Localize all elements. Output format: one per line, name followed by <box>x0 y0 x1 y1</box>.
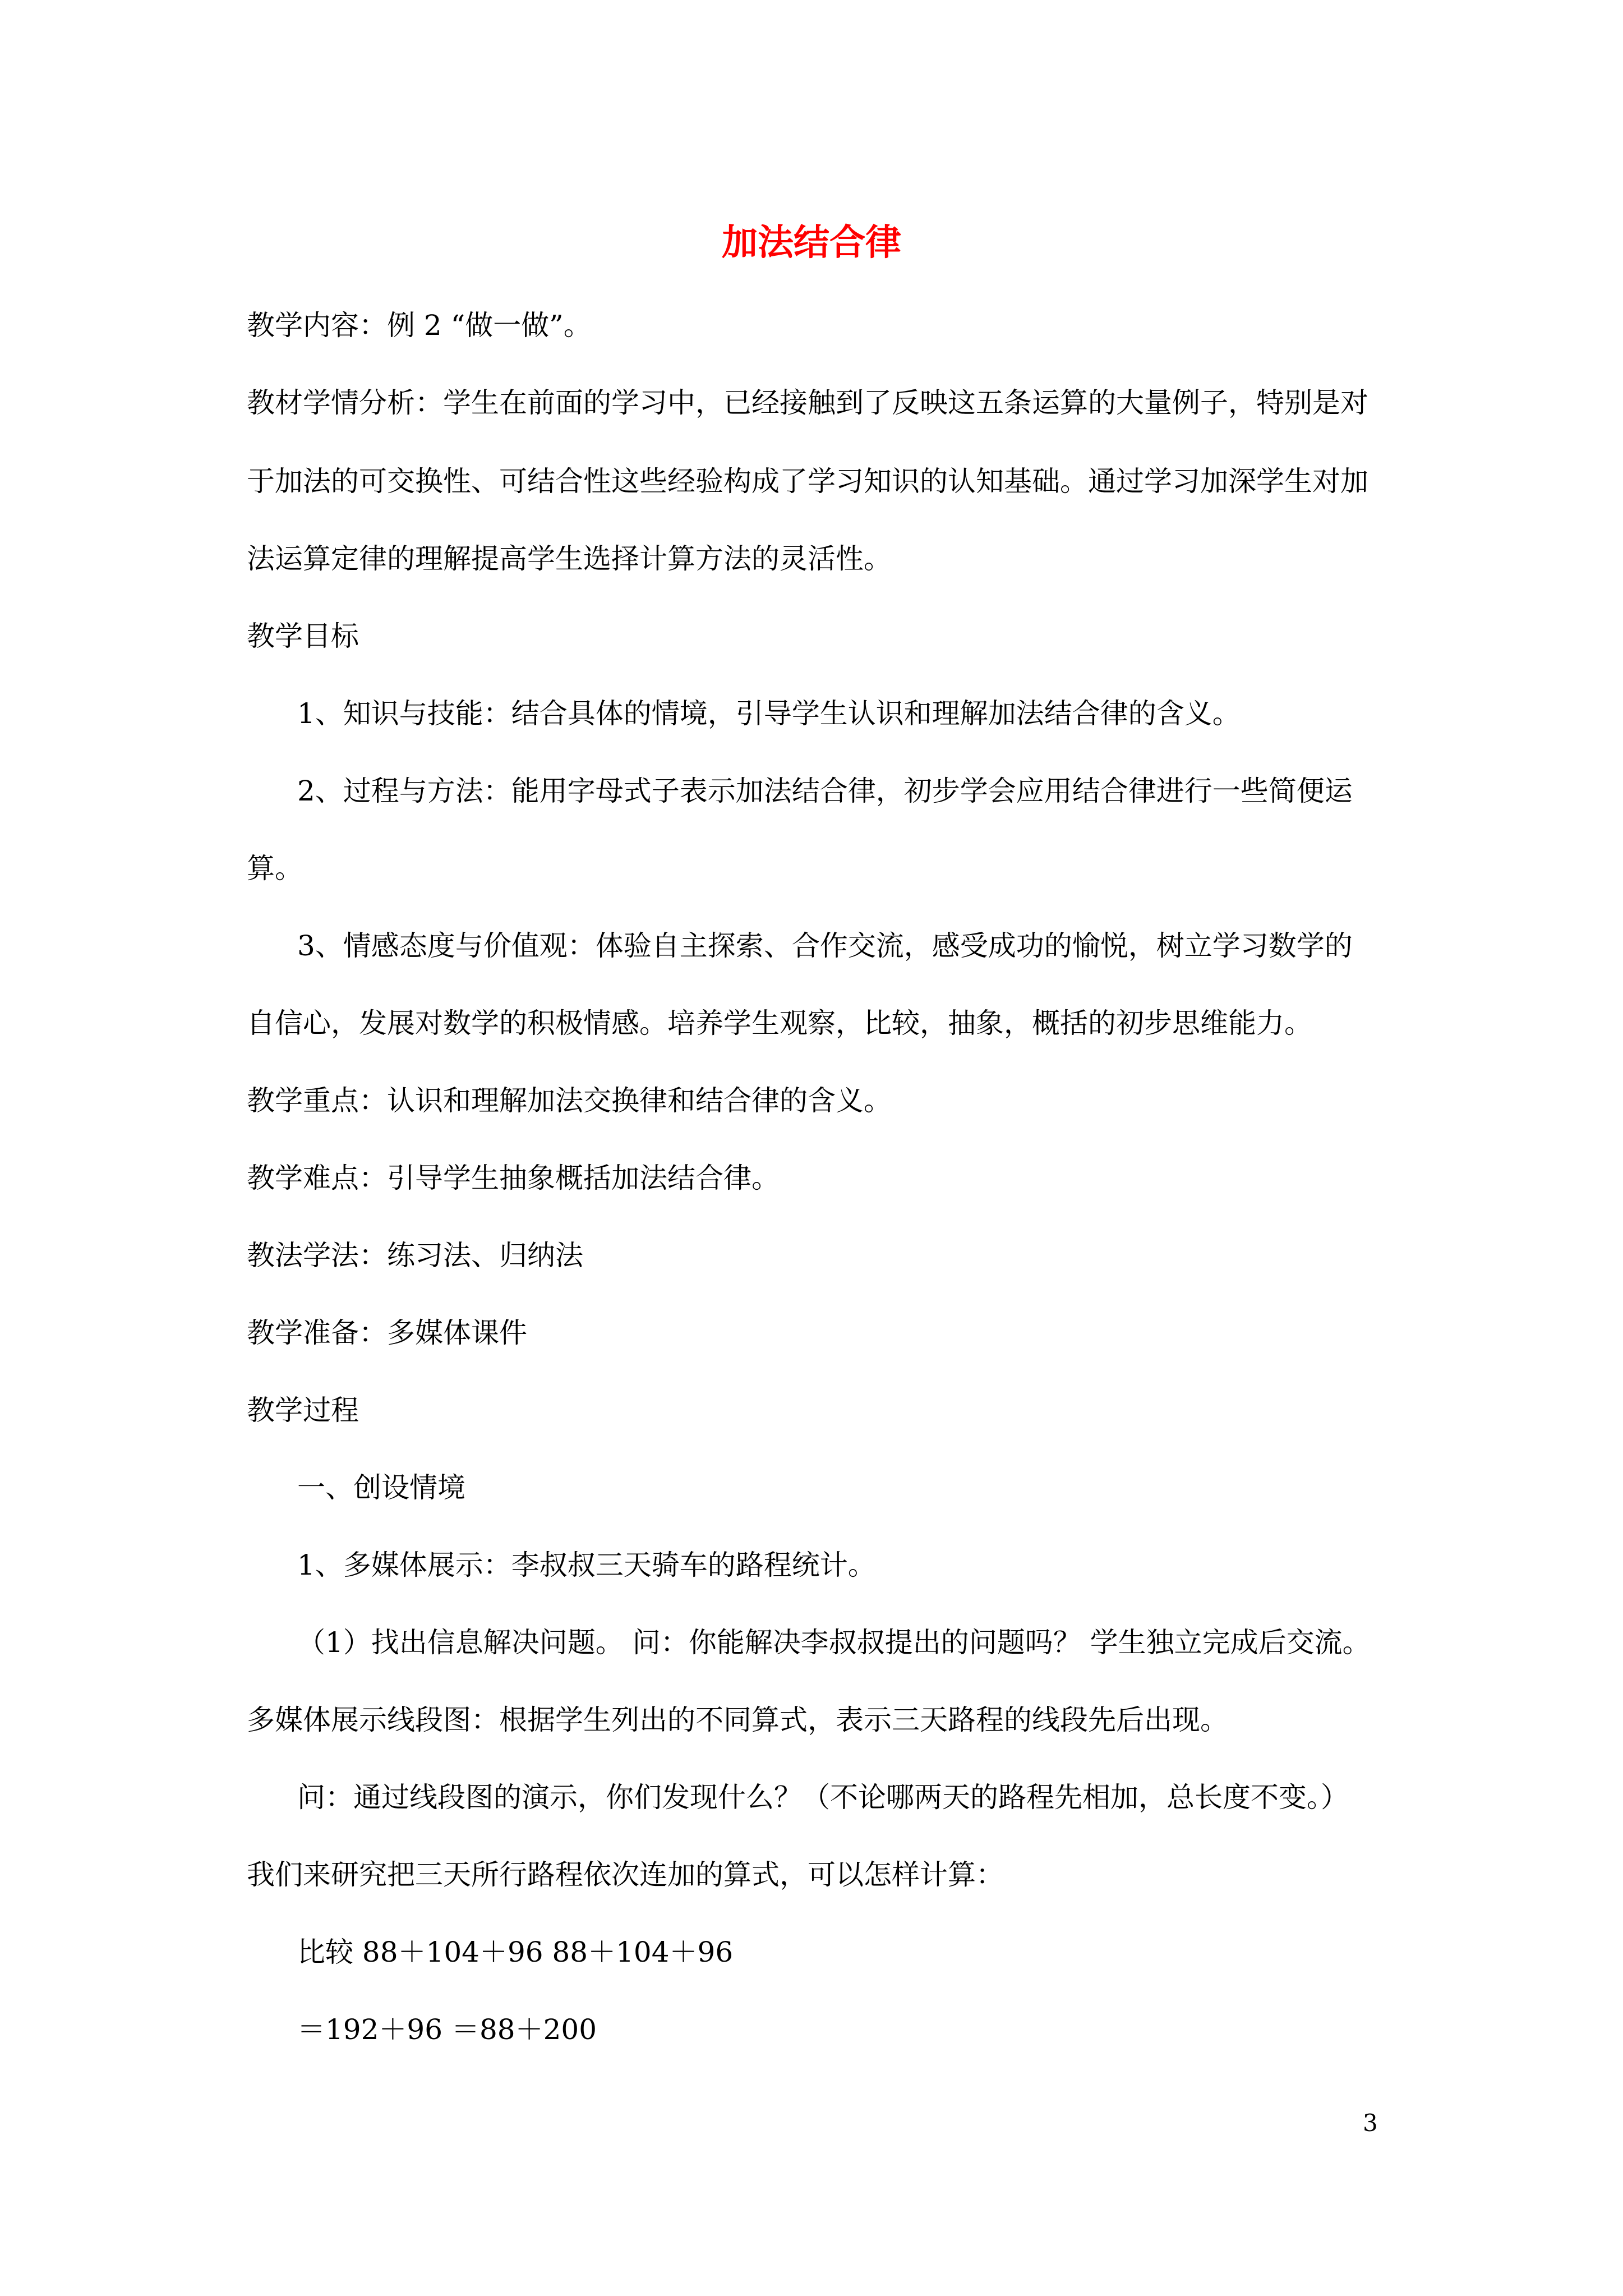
equation-line: 比较 88＋104＋96 88＋104＋96 <box>297 1936 734 1968</box>
text-line: 1、多媒体展示：李叔叔三天骑车的路程统计。 <box>297 1549 876 1581</box>
text-line: 1、知识与技能：结合具体的情境，引导学生认识和理解加法结合律的含义。 <box>297 697 1241 730</box>
equation-line: ＝192＋96 ＝88＋200 <box>297 2013 597 2046</box>
text-line: 3、情感态度与价值观：体验自主探索、合作交流，感受成功的愉悦，树立学习数学的 <box>297 930 1353 962</box>
text-line: 一、创设情境 <box>297 1471 465 1504</box>
text-line: 教材学情分析：学生在前面的学习中，已经接触到了反映这五条运算的大量例子，特别是对 <box>247 386 1368 419</box>
text-line: 教学准备：多媒体课件 <box>247 1317 527 1349</box>
section-heading: 教学过程 <box>247 1394 359 1427</box>
text-line: 2、过程与方法：能用字母式子表示加法结合律，初步学会应用结合律进行一些简便运 <box>297 775 1353 807</box>
text-line: 自信心，发展对数学的积极情感。培养学生观察，比较，抽象，概括的初步思维能力。 <box>247 1007 1312 1039</box>
document-title: 加法结合律 <box>722 222 901 264</box>
text-line: 于加法的可交换性、可结合性这些经验构成了学习知识的认知基础。通过学习加深学生对加 <box>247 465 1368 498</box>
text-line: 教学内容：例 2 “做一做”。 <box>247 309 592 342</box>
text-line: 教学重点：认识和理解加法交换律和结合律的含义。 <box>247 1084 892 1117</box>
text-line: 多媒体展示线段图：根据学生列出的不同算式，表示三天路程的线段先后出现。 <box>247 1704 1228 1736</box>
text-line: 教法学法：练习法、归纳法 <box>247 1239 583 1272</box>
text-line: 法运算定律的理解提高学生选择计算方法的灵活性。 <box>247 542 892 575</box>
page-number: 3 <box>1363 2109 1378 2137</box>
text-line: 教学难点：引导学生抽象概括加法结合律。 <box>247 1162 780 1194</box>
text-line: 算。 <box>247 852 303 885</box>
text-line: 我们来研究把三天所行路程依次连加的算式，可以怎样计算： <box>247 1858 1004 1891</box>
section-heading: 教学目标 <box>247 620 359 652</box>
text-line: 问：通过线段图的演示，你们发现什么？（不论哪两天的路程先相加，总长度不变。） <box>297 1781 1349 1814</box>
text-line: （1）找出信息解决问题。 问：你能解决李叔叔提出的问题吗？ 学生独立完成后交流。 <box>297 1626 1371 1659</box>
